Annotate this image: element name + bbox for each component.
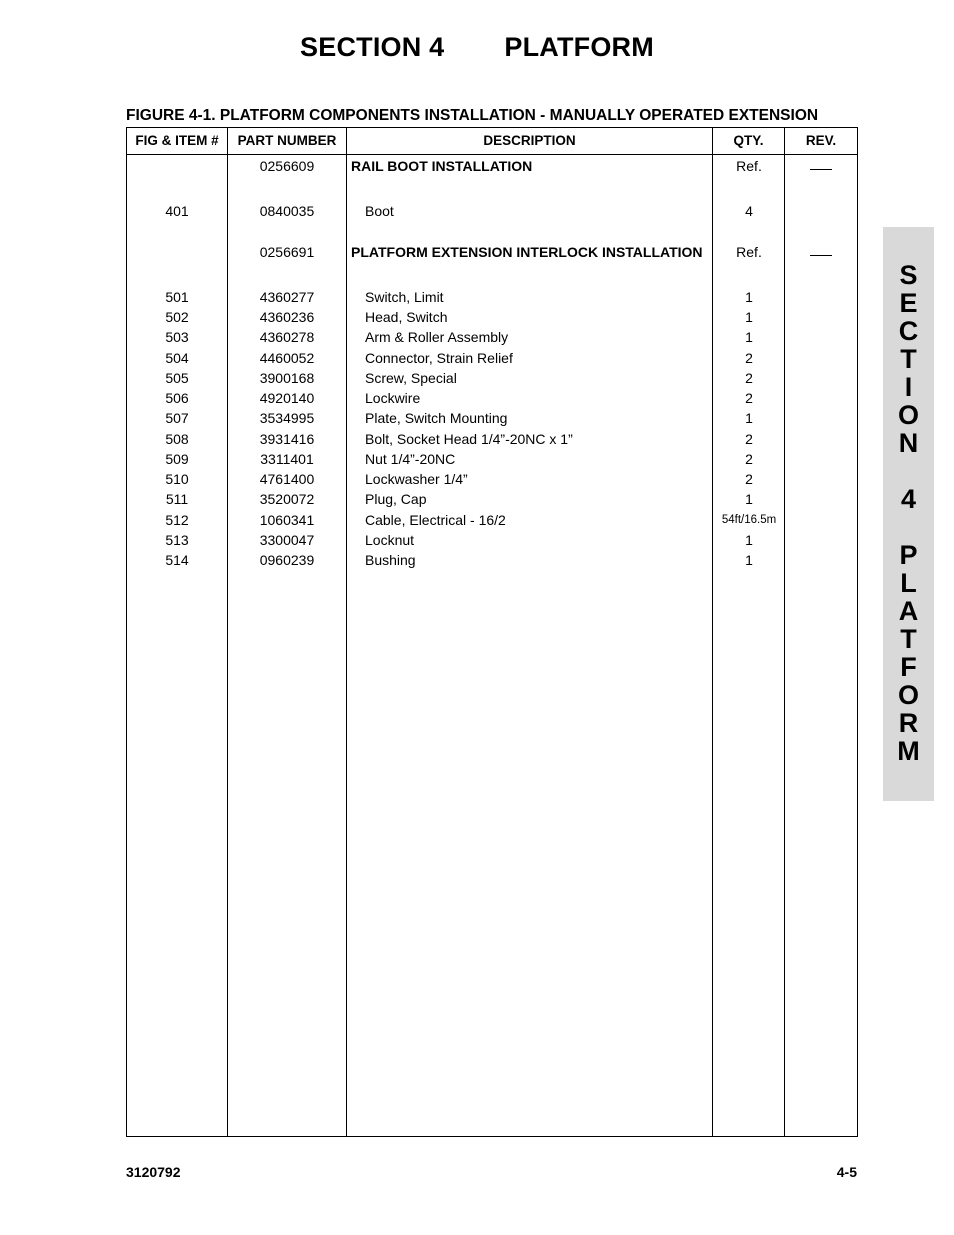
- part-description: Lockwire: [365, 390, 421, 406]
- column-divider: [227, 128, 228, 1136]
- quantity: 54ft/16.5m: [721, 514, 777, 526]
- column-header-item: FIG & ITEM #: [135, 133, 219, 148]
- side-tab-letter: T: [900, 624, 917, 654]
- column-header-qty: QTY.: [733, 133, 764, 148]
- part-description: Locknut: [365, 532, 415, 548]
- side-tab-letter: I: [904, 372, 913, 402]
- item-number: 513: [165, 532, 189, 548]
- table-row: [127, 242, 857, 262]
- table-row: [127, 469, 857, 489]
- section-title: [0, 32, 954, 63]
- quantity: 1: [745, 289, 753, 305]
- side-tab-letter: M: [897, 736, 920, 766]
- part-number: 4920140: [259, 390, 315, 406]
- part-number: 4360236: [259, 309, 315, 325]
- side-tab-letter: O: [897, 680, 919, 710]
- side-tab-letter: S: [899, 260, 918, 290]
- part-description: Lockwasher 1/4”: [365, 471, 468, 487]
- table-row: [127, 201, 857, 221]
- column-divider: [712, 128, 713, 1136]
- part-description: Plate, Switch Mounting: [365, 410, 508, 426]
- table-row: [127, 449, 857, 469]
- quantity: 1: [745, 491, 753, 507]
- quantity: 4: [745, 203, 753, 219]
- table-row: [127, 530, 857, 550]
- part-number: 4761400: [259, 471, 315, 487]
- quantity: 2: [745, 370, 753, 386]
- part-description: Bolt, Socket Head 1/4”-20NC x 1”: [365, 431, 573, 447]
- quantity: 1: [745, 329, 753, 345]
- table-row: [127, 327, 857, 347]
- item-number: 501: [165, 289, 189, 305]
- column-divider: [346, 128, 347, 1136]
- part-description: PLATFORM EXTENSION INTERLOCK INSTALLATION: [351, 244, 703, 260]
- quantity: 2: [745, 451, 753, 467]
- side-tab-letter: A: [898, 596, 919, 626]
- item-number: 502: [165, 309, 189, 325]
- side-tab-letter: P: [899, 540, 918, 570]
- quantity: 2: [745, 350, 753, 366]
- table-row: [127, 489, 857, 509]
- column-header-rev: REV.: [805, 133, 837, 148]
- part-description: Arm & Roller Assembly: [365, 329, 509, 345]
- item-number: 512: [165, 512, 189, 528]
- section-side-tab: [883, 227, 934, 801]
- quantity: 2: [745, 471, 753, 487]
- item-number: 507: [165, 410, 189, 426]
- part-number: 4360278: [259, 329, 315, 345]
- figure-title: FIGURE 4-1. PLATFORM COMPONENTS INSTALLATION - MANUALLY OPERATED EXTENSION: [126, 107, 819, 124]
- side-tab-letter: L: [900, 568, 917, 598]
- quantity: 2: [745, 390, 753, 406]
- quantity: 1: [745, 552, 753, 568]
- table-row: [127, 510, 857, 530]
- side-tab-letter: T: [900, 344, 917, 374]
- quantity: 1: [745, 309, 753, 325]
- part-description: Bushing: [365, 552, 416, 568]
- part-description: Nut 1/4”-20NC: [365, 451, 456, 467]
- part-description: RAIL BOOT INSTALLATION: [351, 158, 533, 174]
- table-row: [127, 307, 857, 327]
- part-number: 3520072: [259, 491, 315, 507]
- column-divider: [784, 128, 785, 1136]
- quantity: 1: [745, 410, 753, 426]
- part-number: 4460052: [259, 350, 315, 366]
- revision-dash: [810, 169, 832, 170]
- side-tab-letter: 4: [900, 484, 917, 514]
- side-tab-letter: C: [898, 316, 919, 346]
- header-divider: [127, 154, 857, 155]
- table-row: [127, 287, 857, 307]
- part-number: 3900168: [259, 370, 315, 386]
- item-number: 511: [165, 491, 189, 507]
- part-number: 0840035: [259, 203, 315, 219]
- part-description: Screw, Special: [365, 370, 457, 386]
- quantity: 2: [745, 431, 753, 447]
- part-description: Connector, Strain Relief: [365, 350, 513, 366]
- part-number: 4360277: [259, 289, 315, 305]
- part-number: 0256691: [259, 244, 315, 260]
- quantity: Ref.: [736, 158, 762, 174]
- part-number: 3300047: [259, 532, 315, 548]
- item-number: 508: [165, 431, 189, 447]
- table-row: [127, 550, 857, 570]
- side-tab-letter: N: [898, 428, 919, 458]
- parts-table: [126, 127, 858, 1137]
- item-number: 503: [165, 329, 189, 345]
- item-number: 509: [165, 451, 189, 467]
- revision-dash: [810, 255, 832, 256]
- quantity: 1: [745, 532, 753, 548]
- part-number: 3311401: [260, 451, 314, 467]
- part-description: Plug, Cap: [365, 491, 427, 507]
- column-header-part-number: PART NUMBER: [237, 133, 337, 148]
- item-number: 505: [165, 370, 189, 386]
- section-label: SECTION 4: [300, 32, 445, 62]
- part-description: Switch, Limit: [365, 289, 444, 305]
- side-tab-letter: F: [900, 652, 917, 682]
- item-number: 510: [165, 471, 189, 487]
- item-number: 506: [165, 390, 189, 406]
- part-description: Head, Switch: [365, 309, 448, 325]
- side-tab-letter: E: [899, 288, 918, 318]
- section-name: PLATFORM: [504, 32, 654, 62]
- side-tab-letter: R: [898, 708, 919, 738]
- part-description: Boot: [365, 203, 394, 219]
- page-number: 4-5: [836, 1164, 857, 1180]
- part-number: 3534995: [259, 410, 315, 426]
- table-row: [127, 388, 857, 408]
- document-number: 3120792: [126, 1164, 181, 1180]
- table-row: [127, 429, 857, 449]
- side-tab-letter: O: [897, 400, 919, 430]
- table-row: [127, 348, 857, 368]
- part-number: 3931416: [259, 431, 315, 447]
- quantity: Ref.: [736, 244, 762, 260]
- part-description: Cable, Electrical - 16/2: [365, 512, 506, 528]
- part-number: 1060341: [259, 512, 315, 528]
- part-number: 0256609: [259, 158, 315, 174]
- table-row: [127, 156, 857, 176]
- part-number: 0960239: [259, 552, 315, 568]
- table-row: [127, 368, 857, 388]
- item-number: 514: [165, 552, 189, 568]
- item-number: 401: [165, 203, 189, 219]
- table-row: [127, 408, 857, 428]
- item-number: 504: [165, 350, 189, 366]
- column-header-description: DESCRIPTION: [483, 133, 576, 148]
